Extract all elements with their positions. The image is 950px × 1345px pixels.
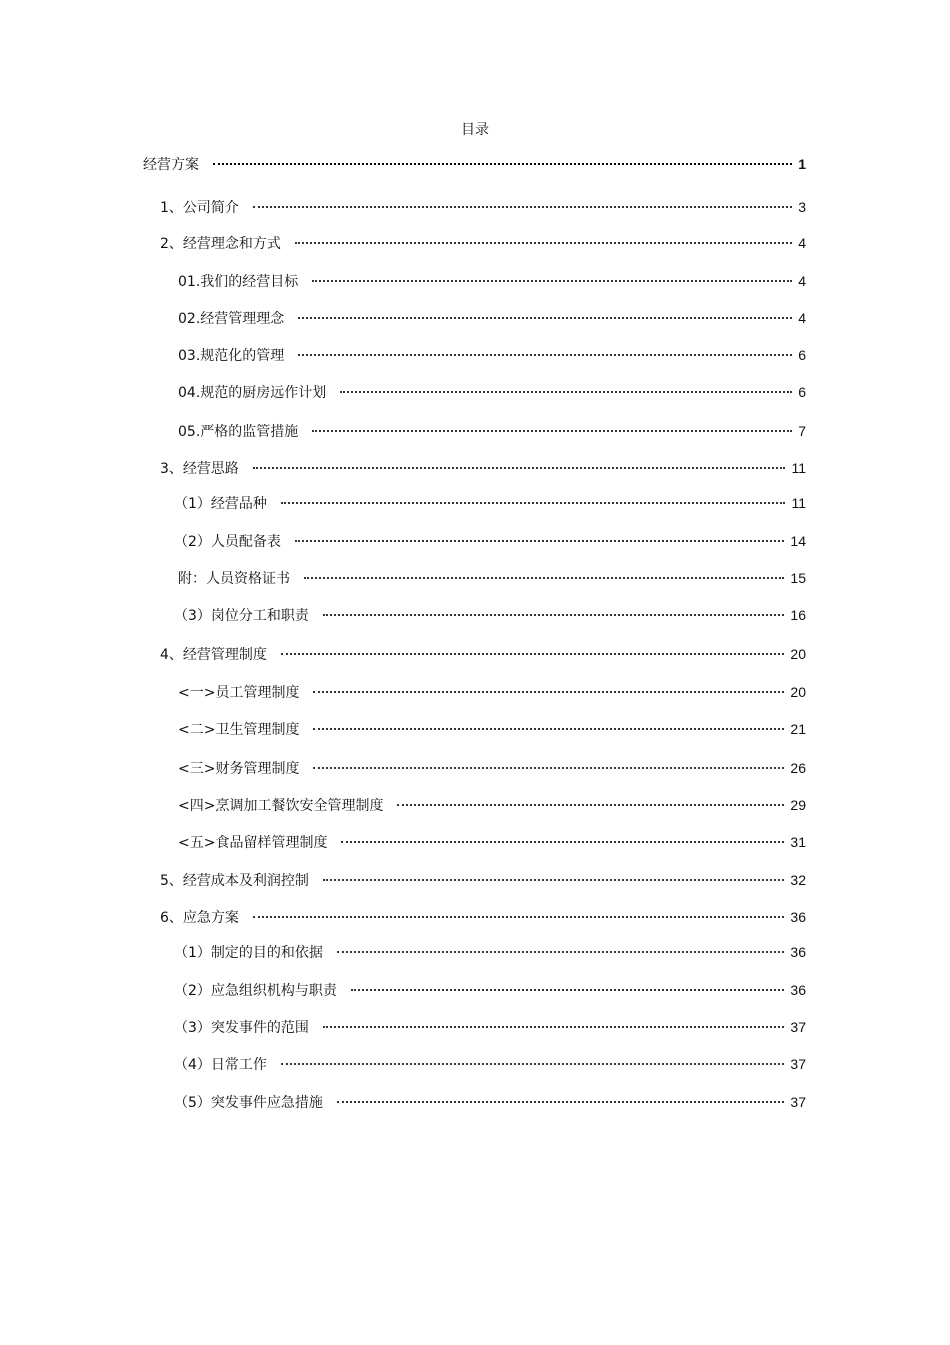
toc-entry[interactable]: [178, 345, 806, 365]
toc-entry[interactable]: [174, 1017, 806, 1037]
toc-entry[interactable]: [174, 1092, 806, 1112]
toc-leader: [295, 242, 792, 244]
toc-entry-page: 1: [798, 156, 806, 172]
toc-entry[interactable]: [174, 493, 806, 513]
toc-entry-page: 6: [798, 347, 806, 363]
toc-leader: [312, 280, 792, 282]
toc-entry-label: 05.严格的监管措施: [178, 424, 299, 440]
toc-entry-label: 01.我们的经营目标: [178, 274, 299, 290]
toc-entry-label: 6、应急方案: [160, 910, 239, 926]
toc-entry[interactable]: [174, 980, 806, 1000]
toc-entry-label: <三>财务管理制度: [178, 761, 300, 777]
toc-leader: [313, 767, 784, 769]
toc-entry[interactable]: [178, 308, 806, 328]
toc-entry-label: 04.规范的厨房远作计划: [178, 385, 327, 401]
toc-entry-page: 4: [798, 273, 806, 289]
toc-leader: [281, 1063, 785, 1065]
toc-entry-label: （2）应急组织机构与职责: [174, 983, 337, 999]
toc-entry-label: （3）岗位分工和职责: [174, 608, 309, 624]
toc-entry-label: 经营方案: [143, 157, 199, 173]
toc-entry[interactable]: [160, 197, 806, 217]
toc-entry-label: （2）人员配备表: [174, 534, 281, 550]
toc-entry-label: 1、公司简介: [160, 200, 239, 216]
toc-entry-label: 02.经营管理理念: [178, 311, 285, 327]
toc-entry[interactable]: [160, 233, 806, 253]
toc-entry-page: 20: [790, 684, 806, 700]
toc-entry[interactable]: [178, 271, 806, 291]
toc-leader: [253, 206, 792, 208]
toc-leader: [323, 614, 785, 616]
toc-leader: [340, 391, 792, 393]
toc-entry-page: 36: [790, 944, 806, 960]
toc-entry-label: 03.规范化的管理: [178, 348, 285, 364]
toc-leader: [337, 1101, 785, 1103]
toc-entry[interactable]: [178, 682, 806, 702]
toc-entry-page: 11: [791, 495, 806, 511]
toc-leader: [351, 989, 785, 991]
toc-leader: [295, 540, 785, 542]
toc-leader: [323, 879, 785, 881]
toc-leader: [304, 577, 784, 579]
toc-entry[interactable]: [178, 421, 806, 441]
toc-entry[interactable]: [178, 832, 806, 852]
toc-leader: [312, 430, 792, 432]
toc-leader: [313, 691, 784, 693]
toc-entry-label: 3、经营思路: [160, 461, 239, 477]
toc-entry-label: （1）经营品种: [174, 496, 267, 512]
toc-entry[interactable]: [174, 942, 806, 962]
toc-entry-page: 37: [790, 1094, 806, 1110]
toc-leader: [298, 354, 792, 356]
toc-entry-page: 37: [790, 1056, 806, 1072]
toc-leader: [281, 653, 785, 655]
toc-entry[interactable]: [174, 1054, 806, 1074]
toc-leader: [313, 728, 784, 730]
toc-entry-label: （3）突发事件的范围: [174, 1020, 309, 1036]
toc-leader: [337, 951, 785, 953]
toc-entry-label: 附：人员资格证书: [178, 571, 290, 587]
toc-leader: [397, 804, 784, 806]
toc-entry[interactable]: [178, 719, 806, 739]
toc-leader: [298, 317, 792, 319]
toc-entry-label: （4）日常工作: [174, 1057, 267, 1073]
toc-entry[interactable]: [160, 644, 806, 664]
toc-entry-page: 14: [790, 533, 806, 549]
toc-entry-page: 7: [798, 423, 806, 439]
toc-entry-page: 6: [798, 384, 806, 400]
toc-entry[interactable]: [174, 531, 806, 551]
toc-entry[interactable]: [178, 758, 806, 778]
toc-entry-page: 36: [790, 982, 806, 998]
toc-entry-label: 5、经营成本及利润控制: [160, 873, 309, 889]
toc-leader: [253, 467, 786, 469]
toc-entry-page: 26: [790, 760, 806, 776]
toc-entry[interactable]: [160, 907, 806, 927]
toc-entry-page: 4: [798, 310, 806, 326]
toc-title: 目录: [461, 122, 489, 138]
toc-entry[interactable]: [178, 795, 806, 815]
toc-entry-label: <五>食品留样管理制度: [178, 835, 328, 851]
toc-entry-page: 31: [790, 834, 806, 850]
toc-entry[interactable]: [160, 870, 806, 890]
toc-entry[interactable]: [143, 154, 806, 174]
toc-entry-page: 4: [798, 235, 806, 251]
toc-entry[interactable]: [160, 458, 806, 478]
toc-leader: [213, 163, 792, 165]
toc-entry-page: 3: [798, 199, 806, 215]
toc-entry-page: 37: [790, 1019, 806, 1035]
toc-entry-page: 20: [790, 646, 806, 662]
toc-entry-label: <二>卫生管理制度: [178, 722, 300, 738]
toc-entry-label: （1）制定的目的和依据: [174, 945, 323, 961]
toc-entry-page: 36: [790, 909, 806, 925]
toc-entry[interactable]: [174, 605, 806, 625]
toc-entry-label: <四>烹调加工餐饮安全管理制度: [178, 798, 384, 814]
toc-entry-page: 11: [791, 460, 806, 476]
toc-entry-page: 29: [790, 797, 806, 813]
toc-entry-label: 4、经营管理制度: [160, 647, 267, 663]
toc-entry-page: 32: [790, 872, 806, 888]
toc-entry[interactable]: [178, 568, 806, 588]
toc-entry-page: 21: [790, 721, 806, 737]
toc-entry-label: 2、经营理念和方式: [160, 236, 281, 252]
toc-leader: [341, 841, 784, 843]
toc-leader: [281, 502, 786, 504]
toc-entry-page: 16: [790, 607, 806, 623]
toc-leader: [253, 916, 785, 918]
toc-entry-label: （5）突发事件应急措施: [174, 1095, 323, 1111]
toc-leader: [323, 1026, 785, 1028]
toc-entry-label: <一>员工管理制度: [178, 685, 300, 701]
toc-entry-page: 15: [790, 570, 806, 586]
toc-entry[interactable]: [178, 382, 806, 402]
